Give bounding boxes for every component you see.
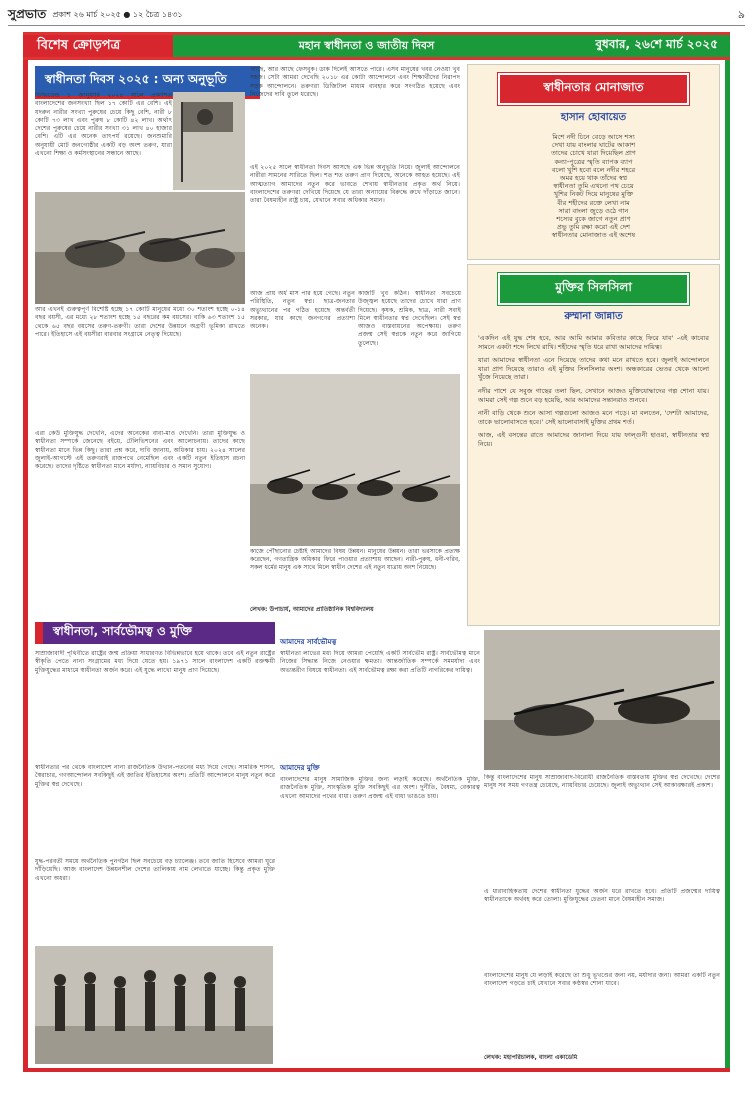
poem-line: মিশে নদী চিনে বেড়ে আসে শস্য — [552, 133, 635, 141]
rifle-fighters-photo-image — [484, 630, 720, 770]
article2-col2: স্বাধীনতা লাভের মধ্য দিয়ে আমরা পেয়েছি একটি সার্বভৌম রাষ্ট্র। সার্বভৌমত্ব মানে নিজের সিদ্ধান্ত নিজে নেওয়ার ক্ষমতা। আন্তর্জাতিক সম্পর্কে সমমর্যাদা এবং অভ্যন্তরীণ বিষয়ে স্বাধীনতা। এই সার্বভৌমত্ব রক্ষা করা প্রতিটি নাগরিকের দায়িত্ব। — [280, 650, 480, 674]
article1-col1b: আর এখনই গুরুত্বপূর্ণ বিশেষ্টি হচ্ছে ১৭ কোটি মানুষের মধ্যে ৩০ শতাংশ হচ্ছে ০-১৪ বছর বয়সী, এর মধ্যে ২৮ শতাংশ হচ্ছে ১৫ বছরের কম বয়সের। বাকি ৬৩ শতাংশ ১৫ থেকে ৬৫ বছর বয়সের তরুণ-তরুণী। তারা দেশের উন্নয়নে অগ্রণী ভূমিকা রাখতে পারে। ইতিহাসে এই বয়সীরা বারবার সংগ্রামে নেতৃত্ব দিয়েছে। — [35, 306, 245, 338]
muktir-paragraph: আজ, এই বসন্তের রাতে আমাদের জানালা দিয়ে যায় ফাল্গুনী হাওয়া, স্বাধীনতার স্বপ্ন নিয়ে। — [478, 431, 709, 448]
article2-col2-wrap — [280, 634, 480, 1076]
poem-line: দেখা যায় বাংলার ঘাটের আকাশ — [551, 141, 636, 150]
article1-signoff: লেখক: উপাচার্য, আমাদের প্রাতিষ্ঠানিক বিশ্ববিদ্যালয় — [250, 606, 374, 613]
article1-col2: আছে, আর আছে ফেসবুক। ডাক দিলেই আসতে পারে। এসব মানুষের খবর নেওয়া খুব সহজ। সেটা আমরা দেখেছি ২০১৮ এর কোটা আন্দোলনে এবং শিক্ষার্থীদের নিরাপদ সড়ক আন্দোলনে। তরুণরা ডিজিটাল মাধ্যম ব্যবহার করে সংগঠিত হয়েছে এবং নিজেদের দাবি তুলে ধরেছে। — [250, 66, 460, 98]
article2-col3b: এ ধারাবাহিকতায় দেশের স্বাধীনতা যুদ্ধের অর্জন ধরে রাখতে হবে। প্রতিটি প্রজন্মের দায়িত্ব স্বাধীনতাকে অর্থবহ করে তোলা। মুক্তিযুদ্ধের চেতনা মানে বৈষম্যহীন সমাজ। — [484, 888, 720, 904]
poem-line: কন্যা-পুত্রের স্মৃতি ব্যাপক ব্যাপ — [554, 157, 633, 166]
article2-col1: সাম্রাজ্যবাদী পৃথিবীতে রাষ্ট্রের জন্ম প্রক্রিয়া সাধারণত বিভিন্নভাবে হয়ে থাকে। তবে এই নতুন রাষ্ট্রের স্বীকৃতি পেতে নানা সংগ্রামের মধ্য দিয়ে যেতে হয়। ১৯৭১ সালে বাংলাদেশ একটি রক্তক্ষয়ী মুক্তিযুদ্ধের মাধ্যমে স্বাধীনতা অর্জন করে। এই যুদ্ধে লাখো মানুষ প্রাণ দিয়েছে। — [35, 650, 275, 674]
article2-col1c: যুদ্ধ-পরবর্তী সময়ে অর্থনৈতিক পুনর্গঠন ছিল সবচেয়ে বড় চ্যালেঞ্জ। তবে জাতি হিসেবে আমরা ঘুরে দাঁড়িয়েছি। আজ বাংলাদেশ উন্নয়নশীল দেশের তালিকায় নাম লেখাতে যাচ্ছে। কিন্তু প্রকৃত মুক্তি এখনো অধরা। — [35, 858, 275, 882]
poem-lines — [468, 133, 719, 240]
banner-center: মহান স্বাধীনতা ও জাতীয় দিবস — [298, 38, 435, 52]
article1-col3: কাজটি খুব কঠিন। স্বাধীনতা সবচেয়ে উজ্জ্বল হয়েছে তাদের চোখে যারা প্রাণ দিয়েছে। কৃষক, শ্রমিক, ছাত্র, নারী সবাই মিলে স্বাধীনতার স্বপ্ন দেখেছিল। সেই স্বপ্ন আজও বাস্তবায়নের অপেক্ষায়। তরুণ প্রজন্ম সেই স্বপ্নকে নতুন করে জাগিয়ে তুলেছে। — [358, 290, 461, 347]
marching-photo-image — [35, 946, 273, 1064]
soldiers-photo — [35, 192, 245, 304]
newspaper-logo: সুপ্রভাত — [8, 6, 47, 21]
poem-line: অমর হয়ে থাক তাঁদের স্বপ্ন — [559, 174, 628, 183]
dateline: প্রকাশ ২৬ মার্চ ২০২৫ ● ১২ চৈত্র ১৪৩১ — [52, 10, 183, 19]
fighters-photo — [250, 374, 460, 546]
muktir-paragraph: যারা আমাদের স্বাধীনতা এনে দিয়েছে তাদের কথা মনে রাখতে হবে। জুলাই আন্দোলনে যারা প্রাণ দিয়েছে তারাও এই মুক্তির সিলসিলার অংশ। অন্ধকারের ভেতর থেকে আলো খুঁজে নিয়েছে তারা। — [478, 356, 709, 382]
page-header — [8, 6, 745, 26]
poem-box — [467, 64, 720, 260]
article2-col3: কিন্তু বাংলাদেশের মানুষ সাম্রাজ্যবাদ-বিরোধী রাজনৈতিক বাস্তবতায় মুক্তির স্বপ্ন দেখেছে। দেশের মানুষ সব সময় গণতন্ত্র চেয়েছে, ন্যায়বিচার চেয়েছে। জুলাই অভ্যুত্থান সেই আকাঙ্ক্ষারই প্রকাশ। — [484, 774, 720, 790]
footer-bar — [23, 1068, 730, 1072]
muktir-paragraph: নদীর পাশে যে সবুজ গাছের তলা ছিল, সেখানে আজও মুক্তিযোদ্ধাদের গল্প শোনা যায়। আমরা সেই গল্প শুনে বড় হয়েছি, আর আমাদের সন্তানরাও শুনবে। — [478, 386, 709, 404]
article1-col1c: এরা কেউ মুক্তিযুদ্ধ দেখেনি, এদের অনেকের বাবা-মাও দেখেনি। তারা মুক্তিযুদ্ধ ও স্বাধীনতা সম্পর্কে জেনেছে বইয়ে, টেলিভিশনের এবং আলোচনায়। তাদের কাছে স্বাধীনতা মানে ভিন্ন কিছু। তারা প্রশ্ন করে, দাবি জানায়, অধিকার চায়। ২০২৪ সালের জুলাই-আগস্টে এই তরুণরাই রাজপথে নেমেছিল এবং একটি নতুন ইতিহাস রচনা করেছে। তাদের দৃষ্টিতে স্বাধীনতা মানে মর্যাদা, ন্যায়বিচার ও সমান সুযোগ। — [35, 430, 245, 471]
article1-col2b: এই ২০২৫ সালে স্বাধীনতা দিবস আসছে এক ভিন্ন অনুভূতি নিয়ে। জুলাই আন্দোলনে নারীরা সামনের সারিতে ছিল। শত শত তরুণ প্রাণ দিয়েছে, অনেকে আহত হয়েছে। এই আত্মত্যাগ আমাদের নতুন করে ভাবতে শেখায় স্বাধীনতার প্রকৃত অর্থ নিয়ে। বাংলাদেশের তরুণরা দেখিয়ে দিয়েছে যে তারা অন্যায়ের বিরুদ্ধে রুখে দাঁড়াতে জানে। তারা বৈষম্যহীন রাষ্ট্র চায়, যেখানে সবার অধিকার সমান। — [250, 164, 460, 205]
poem-line: বীর শহীদের রক্তে লেখা নাম — [557, 198, 630, 207]
poem-line: সারা বাংলা জুড়ে ওঠে গান — [558, 206, 629, 215]
article1-col2c: আজ প্রায় অর্ধ মাস পার হয়ে গেছে। নতুন পরিস্থিতি, নতুন স্বপ্ন। ছাত্র-জনতার অভ্যুত্থানের পর গঠিত হয়েছে অন্তর্বর্তী সরকার, যার কাছে জনগণের প্রত্যাশা অনেক। — [250, 290, 355, 331]
muktir-box — [467, 264, 720, 626]
article1-col1: ডিভিডেন্ড ১ জানুয়ারি ২০২৪ সালে প্রকাশিত বাংলাদেশের জনসংখ্যা ছিল ১৭ কোটি এর বেশি। এই যদরুন নারীর সংখ্যা পুরুষের চেয়ে কিছু বেশি, নারী ৮ কোটি ৭৩ লাখ এবং পুরুষ ৮ কোটি ৪২ লাখ। অর্থাৎ দেশের পুরুষের চেয়ে নারীর সংখ্যা ৩১ লাখ ৪০ হাজার বেশি। এটি এর অনেক তাৎপর্য রয়েছে। জনশুমারি অনুযায়ী মোট জনগোষ্ঠীর একটি বড় অংশ তরুণ, যারা এখনো শিক্ষা ও কর্মসংস্থানের সন্ধানে আছে। — [35, 92, 172, 158]
muktir-author: রুম্মানা জান্নাত — [564, 311, 623, 322]
flag-photo — [173, 92, 245, 190]
muktir-paragraph: নানী বাড়ি থেকে শুনে আসা গল্পগুলো আজও মনে পড়ে। মা বলতেন, 'দেশটা আমাদের, তাকে ভালোবাসতে হবে।' সেই ভালোবাসাই মুক্তির প্রথম শর্ত। — [478, 409, 709, 426]
rifle-fighters-photo — [484, 630, 720, 770]
article2-signoff: লেখক: মহাপরিচালক, বাংলা একাডেমি — [484, 1054, 578, 1061]
muktir-body — [478, 334, 709, 449]
poem-line: শস্যের বুকে জাগে নতুন প্রাণ — [556, 215, 631, 224]
marching-photo — [35, 946, 273, 1064]
sovereignty-subhead: আমাদের সার্বভৌমত্ব — [280, 638, 337, 646]
banner-date: বুধবার, ২৬শে মার্চ ২০২৫ — [595, 37, 718, 51]
article2-title: স্বাধীনতা, সার্বভৌমত্ব ও মুক্তি — [35, 622, 275, 644]
article1-title: স্বাধীনতা দিবস ২০২৫ : অন্য অনুভূতি — [35, 66, 260, 99]
article1-caption: কাজে পৌঁছানোর চেষ্টাই আমাদের বিষয় উন্নয়ন। মানুষের উন্নয়ন। তারা ভরসাকে প্রত্যক্ষ করেছেন, গণতান্ত্রিক অধিকার ফিরে পাওয়ার প্রত্যাশায় আছেন। নারী-পুরুষ, ধনী-গরিব, সকল ধর্মের মানুষ এক সাথে মিলে স্বাধীন দেশের এই নতুন যাত্রায় অংশ নিয়েছে। — [250, 548, 460, 571]
poem-line: স্বাধীনতা তুমি এখনো পথ চেয়ে — [553, 182, 634, 191]
poem-line: খুশির নিকট দিয়ে মানুষের মুক্তি — [553, 190, 634, 199]
article2-col2b: বাংলাদেশের মানুষ সামাজিক মুক্তির জন্য লড়াই করেছে। অর্থনৈতিক মুক্তি, রাজনৈতিক মুক্তি, সাংস্কৃতিক মুক্তি সবকিছুই এর অংশ। দুর্নীতি, বৈষম্য, বেকারত্ব এখনো আমাদের পথের বাধা। তরুণ প্রজন্ম এই বাধা ভাঙতে চায়। — [280, 776, 480, 800]
muktir-paragraph: 'একদিন এই যুদ্ধ শেষ হবে, আর আমি আমার কবিতার কাছে ফিরে যাব' -এই কাব্যের সামনে একটা শব্দে লিখে রাখি। শহীদের স্মৃতি ধরে রাখা আমাদের দায়িত্ব। — [478, 334, 709, 351]
soldiers-photo-image — [35, 192, 245, 304]
article2-col3c: বাংলাদেশের মানুষ যে লড়াই করেছে তা শুধু ভূখণ্ডের জন্য নয়, মর্যাদার জন্য। আমরা একটি নতুন বাংলাদেশ গড়তে চাই যেখানে সবার কণ্ঠস্বর শোনা যাবে। — [484, 972, 720, 988]
article2-col1b: স্বাধীনতার পর থেকে বাংলাদেশ নানা রাজনৈতিক উত্থান-পতনের মধ্য দিয়ে গেছে। সামরিক শাসন, স্বৈরাচার, গণআন্দোলন সবকিছুই এই জাতির ইতিহাসের অংশ। প্রতিটি আন্দোলনে মানুষ নতুন করে মুক্তির স্বপ্ন দেখেছে। — [35, 764, 275, 788]
poem-line: তাদের চোখে যারা দিয়েছিল প্রাণ — [551, 149, 636, 158]
poem-title: স্বাধীনতার মোনাজাত — [498, 73, 689, 105]
poem-author: হাসান হোবায়েত — [560, 112, 627, 123]
muktir-title: মুক্তির সিলসিলা — [498, 273, 689, 305]
article2-intro — [280, 622, 480, 632]
supplement-banner — [23, 32, 730, 60]
banner-left: বিশেষ ক্রোড়পত্র — [23, 35, 173, 57]
page-number: ৯ — [737, 8, 745, 21]
poem-line: স্বাধীনতার মোনাজাত এই অশেষ — [551, 231, 636, 240]
flag-photo-image — [173, 92, 245, 190]
liberation-subhead: আমাদের মুক্তি — [280, 764, 320, 772]
fighters-photo-image — [250, 374, 460, 546]
poem-line: প্রভু তুমি রক্ষা করো এই দেশ — [557, 223, 630, 232]
poem-line: বলো খুশি হবো বলে নদীর শহরে — [551, 165, 636, 174]
